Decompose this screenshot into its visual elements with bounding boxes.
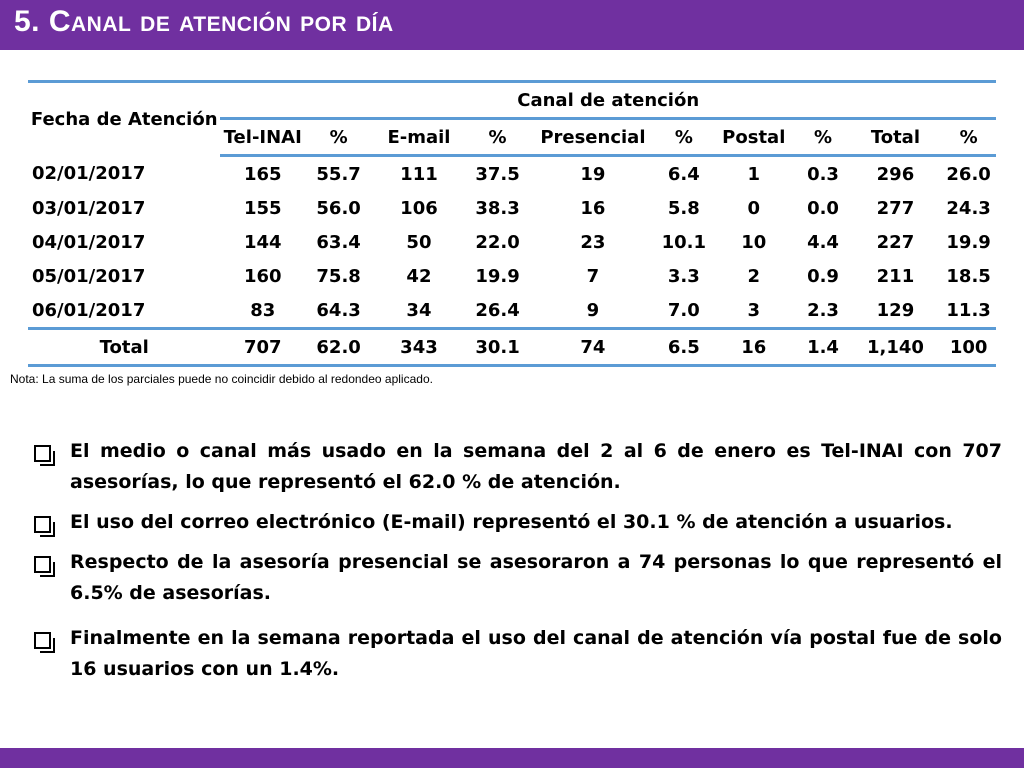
total-cell: 6.5 bbox=[657, 329, 712, 366]
value-cell: 26.4 bbox=[475, 299, 520, 321]
total-cell: 30.1 bbox=[466, 329, 530, 366]
value-cell: 155 bbox=[243, 197, 282, 219]
value-cell: 227 bbox=[876, 231, 915, 253]
checkbox-bullet-icon bbox=[34, 556, 51, 573]
value-cell: 9 bbox=[586, 299, 600, 321]
value-cell: 19 bbox=[580, 163, 606, 185]
table-row bbox=[28, 293, 996, 329]
col-header: Tel-INAI bbox=[220, 119, 305, 156]
attention-table bbox=[28, 80, 996, 367]
bullet-text: El medio o canal más usado en la semana del 2 al 6 de enero es Tel-INAI con 707 asesorías, lo que representó el 62.0 % de atención. bbox=[70, 440, 1002, 493]
date-cell: 02/01/2017 bbox=[32, 162, 146, 184]
value-cell: 0.3 bbox=[807, 163, 839, 185]
value-cell: 83 bbox=[250, 299, 276, 321]
value-cell: 16 bbox=[580, 197, 606, 219]
value-cell: 50 bbox=[406, 231, 432, 253]
value-cell: 0.0 bbox=[807, 197, 839, 219]
bullet-text: Finalmente en la semana reportada el uso del canal de atención vía postal fue de solo 16 usuarios con un 1.4%. bbox=[70, 627, 1002, 680]
total-row bbox=[28, 329, 996, 366]
value-cell: 64.3 bbox=[316, 299, 361, 321]
table-row bbox=[28, 225, 996, 259]
value-cell: 7 bbox=[586, 265, 600, 287]
date-cell: 06/01/2017 bbox=[32, 299, 146, 321]
value-cell: 42 bbox=[406, 265, 432, 287]
value-cell: 75.8 bbox=[316, 265, 361, 287]
value-cell: 296 bbox=[876, 163, 915, 185]
value-cell: 34 bbox=[406, 299, 432, 321]
col-header: % bbox=[657, 119, 712, 156]
value-cell: 19.9 bbox=[475, 265, 520, 287]
footnote: Nota: La suma de los parciales puede no coincidir debido al redondeo aplicado. bbox=[10, 372, 433, 386]
value-cell: 165 bbox=[243, 163, 282, 185]
value-cell: 63.4 bbox=[316, 231, 361, 253]
value-cell: 211 bbox=[876, 265, 915, 287]
fecha-header: Fecha de Atención bbox=[28, 82, 220, 156]
value-cell: 6.4 bbox=[667, 163, 700, 185]
value-cell: 10.1 bbox=[661, 231, 707, 253]
slide-title: 5. Canal de atención por día bbox=[14, 5, 394, 38]
value-cell: 3 bbox=[747, 299, 761, 321]
value-cell: 56.0 bbox=[316, 197, 361, 219]
value-cell: 7.0 bbox=[667, 299, 700, 321]
total-cell: 16 bbox=[711, 329, 796, 366]
value-cell: 4.4 bbox=[807, 231, 839, 253]
value-cell: 10 bbox=[741, 231, 767, 253]
table-row bbox=[28, 156, 996, 192]
col-header: % bbox=[305, 119, 372, 156]
value-cell: 1 bbox=[747, 163, 761, 185]
total-label: Total bbox=[28, 329, 220, 366]
value-cell: 0.9 bbox=[807, 265, 839, 287]
title-bar bbox=[0, 0, 1024, 50]
value-cell: 11.3 bbox=[946, 299, 991, 321]
checkbox-bullet-icon bbox=[34, 445, 51, 462]
value-cell: 3.3 bbox=[667, 265, 700, 287]
bullet-text: Respecto de la asesoría presencial se asesoraron a 74 personas lo que representó el 6.5% de asesorías. bbox=[70, 551, 1002, 604]
bottom-bar bbox=[0, 748, 1024, 768]
value-cell: 0 bbox=[747, 197, 761, 219]
value-cell: 5.8 bbox=[667, 197, 700, 219]
value-cell: 18.5 bbox=[946, 265, 991, 287]
date-cell: 05/01/2017 bbox=[32, 265, 146, 287]
bullet-item bbox=[30, 623, 1002, 685]
value-cell: 111 bbox=[400, 163, 438, 185]
total-cell: 343 bbox=[372, 329, 466, 366]
bullet-list bbox=[30, 436, 1002, 694]
value-cell: 277 bbox=[876, 197, 915, 219]
col-header: Total bbox=[850, 119, 942, 156]
value-cell: 26.0 bbox=[946, 163, 991, 185]
value-cell: 129 bbox=[876, 299, 915, 321]
value-cell: 55.7 bbox=[316, 163, 361, 185]
table-row bbox=[28, 259, 996, 293]
table-row bbox=[28, 191, 996, 225]
checkbox-bullet-icon bbox=[34, 516, 51, 533]
value-cell: 19.9 bbox=[946, 231, 991, 253]
value-cell: 37.5 bbox=[475, 163, 520, 185]
total-cell: 74 bbox=[529, 329, 656, 366]
col-header: E-mail bbox=[372, 119, 466, 156]
value-cell: 106 bbox=[400, 197, 438, 219]
canal-group-header: Canal de atención bbox=[220, 82, 996, 119]
value-cell: 2 bbox=[747, 265, 761, 287]
col-header: Presencial bbox=[529, 119, 656, 156]
date-cell: 04/01/2017 bbox=[32, 231, 146, 253]
col-header: % bbox=[466, 119, 530, 156]
value-cell: 160 bbox=[243, 265, 282, 287]
bullet-item bbox=[30, 547, 1002, 609]
date-cell: 03/01/2017 bbox=[32, 197, 146, 219]
col-header: % bbox=[796, 119, 849, 156]
total-cell: 100 bbox=[941, 329, 996, 366]
col-header: Postal bbox=[711, 119, 796, 156]
bullet-item bbox=[30, 507, 1002, 538]
total-cell: 707 bbox=[220, 329, 305, 366]
value-cell: 2.3 bbox=[807, 299, 839, 321]
checkbox-bullet-icon bbox=[34, 632, 51, 649]
value-cell: 22.0 bbox=[475, 231, 520, 253]
bullet-item bbox=[30, 436, 1002, 498]
total-cell: 62.0 bbox=[305, 329, 372, 366]
value-cell: 144 bbox=[243, 231, 282, 253]
col-header: % bbox=[941, 119, 996, 156]
bullet-text: El uso del correo electrónico (E-mail) representó el 30.1 % de atención a usuarios. bbox=[70, 511, 953, 533]
value-cell: 24.3 bbox=[946, 197, 991, 219]
total-cell: 1.4 bbox=[796, 329, 849, 366]
table-body bbox=[28, 156, 996, 329]
value-cell: 23 bbox=[580, 231, 606, 253]
value-cell: 38.3 bbox=[475, 197, 520, 219]
total-cell: 1,140 bbox=[850, 329, 942, 366]
